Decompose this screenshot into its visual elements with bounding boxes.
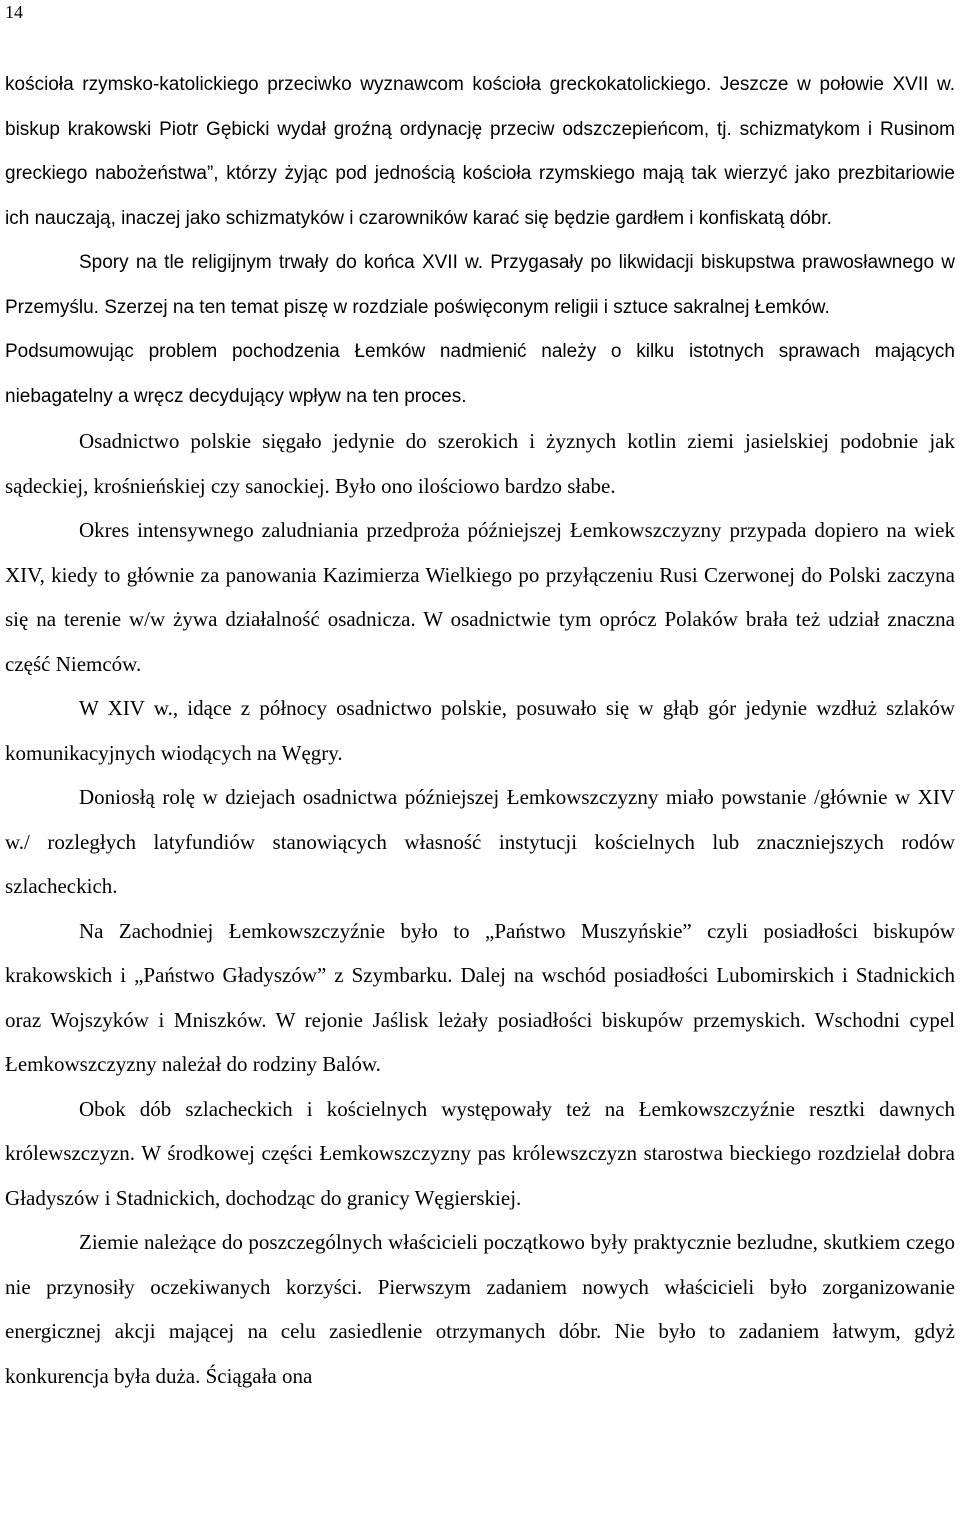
paragraph-7: Doniosłą rolę w dziejach osadnictwa późniejszej Łemkowszczyzny miało powstanie /głównie w XIV w./ rozległych latyfundiów stanowiących własność instytucji kościelnych lub znaczniejszych rodów szlacheckich. — [5, 785, 955, 898]
paragraph-1: kościoła rzymsko-katolickiego przeciwko wyznawcom kościoła greckokatolickiego. Jeszcze w połowie XVII w. biskup krakowski Piotr Gębicki wydał groźną ordynację przeciw odszczepieńcom, tj. schizmatykom i Rusinom greckiego nabożeństwa”, którzy żyjąc pod jednością kościoła rzymskiego mają tak wierzyć jako prezbitariowie ich nauczają, inaczej jako schizmatyków i czarowników karać się będzie gardłem i konfiskatą dóbr. — [5, 74, 955, 229]
paragraph-5: Okres intensywnego zaludniania przedproża późniejszej Łemkowszczyzny przypada dopiero na wiek XIV, kiedy to głównie za panowania Kazimierza Wielkiego po przyłączeniu Rusi Czerwonej do Polski zaczyna się na terenie w/w żywa działalność osadnicza. W osadnictwie tym oprócz Polaków brała też udział znaczna część Niemców. — [5, 518, 955, 676]
paragraph-6: W XIV w., idące z północy osadnictwo polskie, posuwało się w głąb gór jedynie wzdłuż szlaków komunikacyjnych wiodących na Węgry. — [5, 696, 955, 765]
paragraph-10: Ziemie należące do poszczególnych właścicieli początkowo były praktycznie bezludne, skutkiem czego nie przynosiły oczekiwanych korzyści. Pierwszym zadaniem nowych właścicieli było zorganizowanie energicznej akcji mającej na celu zasiedlenie otrzymanych dóbr. Nie było to zadaniem łatwym, gdyż konkurencja była duża. Ściągała ona — [5, 1230, 955, 1388]
paragraph-9: Obok dób szlacheckich i kościelnych występowały też na Łemkowszczyźnie resztki dawnych królewszczyzn. W środkowej części Łemkowszczyzny pas królewszczyzn starostwa bieckiego rozdzielał dobra Gładyszów i Stadnickich, dochodząc do granicy Węgierskiej. — [5, 1096, 955, 1210]
paragraph-4: Osadnictwo polskie sięgało jedynie do szerokich i żyznych kotlin ziemi jasielskiej podobnie jak sądeckiej, krośnieńskiej czy sanockiej. Było ono ilościowo bardzo słabe. — [5, 429, 955, 498]
page-number: 14 — [5, 2, 23, 22]
paragraph-3: Podsumowując problem pochodzenia Łemków nadmienić należy o kilku istotnych sprawach mających niebagatelny a wręcz decydujący wpływ na ten proces. — [5, 341, 955, 407]
paragraph-8: Na Zachodniej Łemkowszczyźnie było to „Państwo Muszyńskie” czyli posiadłości biskupów krakowskich i „Państwo Gładyszów” z Szymbarku. Dalej na wschód posiadłości Lubomirskich i Stadnickich oraz Wojszyków i Mniszków. W rejonie Jaślisk leżały posiadłości biskupów przemyskich. Wschodni cypel Łemkowszczyzny należał do rodziny Balów. — [5, 918, 955, 1076]
document-page — [5, 63, 955, 1398]
paragraph-2: Spory na tle religijnym trwały do końca XVII w. Przygasały po likwidacji biskupstwa prawosławnego w Przemyślu. Szerzej na ten temat piszę w rozdziale poświęconym religii i sztuce sakralnej Łemków. — [5, 252, 955, 318]
